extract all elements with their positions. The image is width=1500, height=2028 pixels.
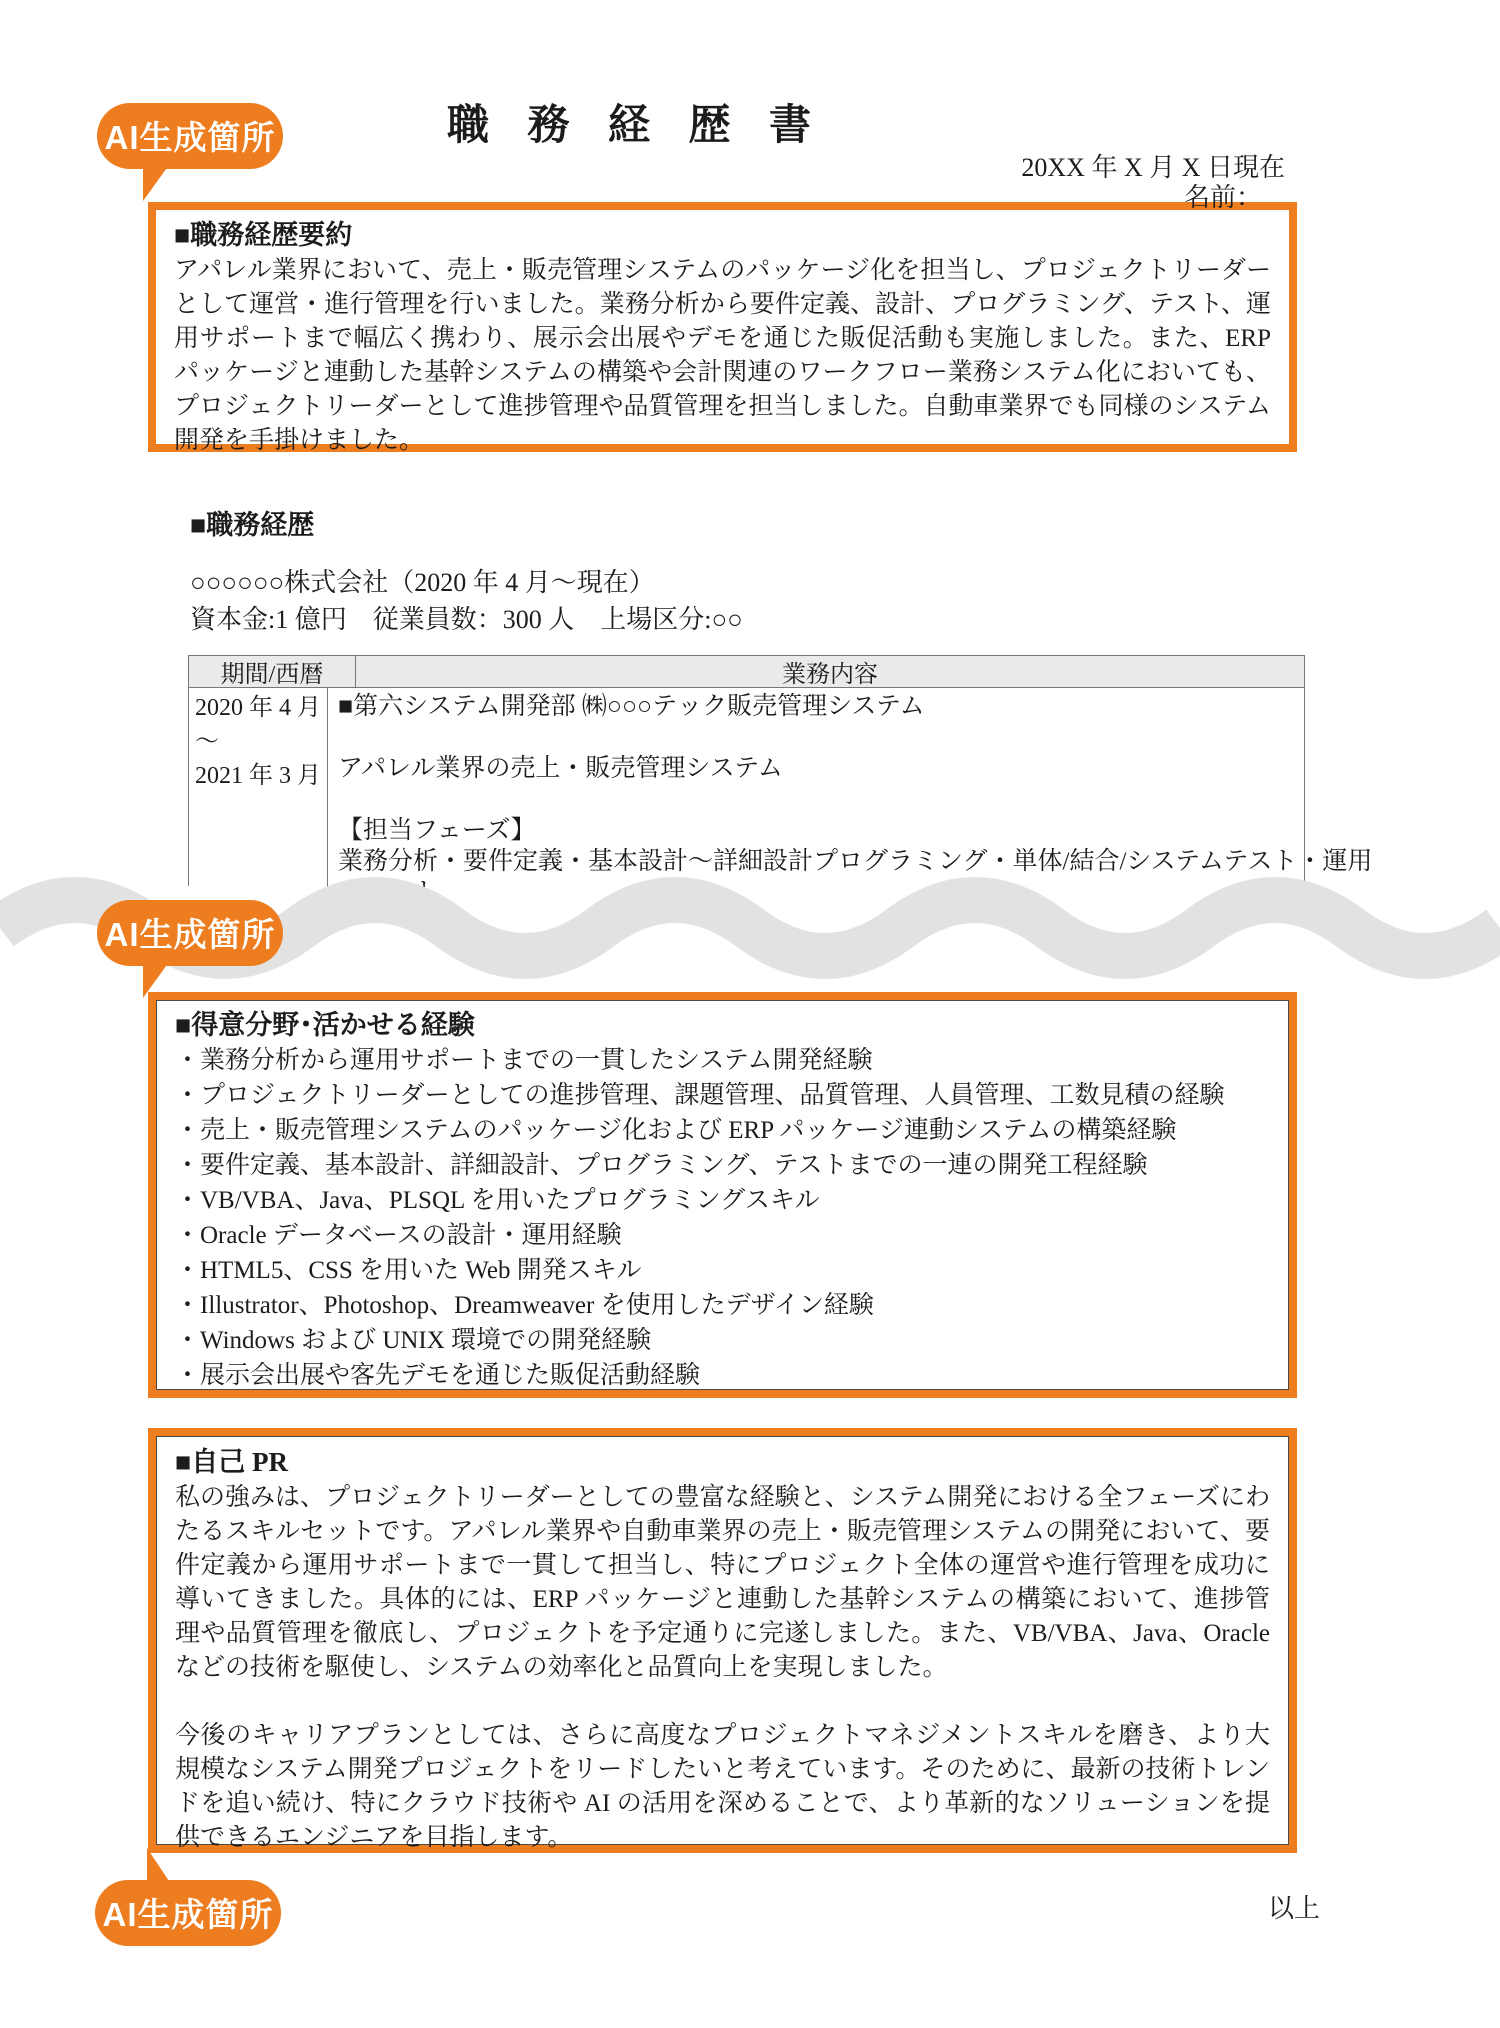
summary-heading: ■職務経歴要約 [174, 220, 353, 250]
summary-body: アパレル業界において、売上・販売管理システムのパッケージ化を担当し、プロジェクトリーダーとして運営・進行管理を行いました。業務分析から要件定義、設計、プログラミング、テスト、運用サポートまで幅広く携わり、展示会出展やデモを通じた販促活動も実施しました。また、ERP パッケージと連動した基幹システムの構築や会計関連のワークフロー業務システム化においても、プロジェクトリーダーとして進捗管理や品質管理を担当しました。自動車業界でも同様のシステム開発を手掛けました。 [174, 257, 1272, 454]
detail-line: サポート [338, 879, 439, 906]
period-cell [189, 688, 328, 887]
self-pr-heading: ■自己 PR [175, 1447, 289, 1477]
ai-badge-label: AI生成箇所 [104, 915, 276, 953]
doc-title: 職 務 経 歴 書 [446, 103, 825, 149]
career-table [188, 655, 1373, 906]
detail-line: アパレル業界の売上・販売管理システム [338, 755, 783, 782]
table-header-period: 期間/西暦 [189, 656, 356, 687]
strengths-item: ・展示会出展や客先デモを通じた販促活動経験 [175, 1362, 701, 1389]
paragraph-spacer [175, 1685, 1270, 1719]
self-pr-box-inner [156, 1436, 1289, 1851]
period-line: ～ [195, 729, 219, 755]
detail-cell [328, 688, 1378, 906]
strengths-heading: ■得意分野･活かせる経験 [175, 1010, 475, 1040]
strengths-item: ・売上・販売管理システムのパッケージ化および ERP パッケージ連動システムの構築経験 [175, 1117, 1177, 1144]
detail-line [338, 784, 1372, 815]
doc-date: 20XX 年 X 月 X 日現在 [1021, 153, 1285, 182]
badge-tail [143, 165, 169, 201]
strengths-box-inner [156, 1000, 1289, 1390]
summary-box [148, 202, 1297, 452]
ai-badge-label: AI生成箇所 [102, 1895, 274, 1933]
career-table-header [189, 656, 1304, 688]
detail-line: ■第六システム開発部 ㈱○○○テック販売管理システム [338, 693, 925, 720]
badge-tail [143, 962, 169, 998]
ai-generated-badge-bottom [95, 1880, 281, 1946]
company-line: ○○○○○○株式会社（2020 年 4 月～現在） [190, 568, 655, 597]
period-line: 2021 年 3 月 [195, 763, 321, 789]
closing-text: 以上 [1267, 1894, 1320, 1923]
table-header-detail: 業務内容 [782, 662, 878, 688]
self-pr-paragraph: 今後のキャリアプランとしては、さらに高度なプロジェクトマネジメントスキルを磨き、より大規模なシステム開発プロジェクトをリードしたいと考えています。そのために、最新の技術トレンドを追い続け、特にクラウド技術や AI の活用を深めることで、より革新的なソリューションを提供できるエンジニアを目指します。 [175, 1722, 1270, 1851]
strengths-item: ・業務分析から運用サポートまでの一貫したシステム開発経験 [175, 1047, 873, 1074]
strengths-item: ・HTML5、CSS を用いた Web 開発スキル [175, 1257, 642, 1284]
strengths-item: ・Oracle データベースの設計・運用経験 [175, 1222, 622, 1249]
career-table-body [189, 688, 1373, 906]
ai-generated-badge-middle [97, 900, 283, 966]
company-meta: 資本金:1 億円 従業員数：300 人 上場区分:○○ [190, 605, 743, 634]
name-label: 名前： [1183, 183, 1262, 212]
strengths-item: ・要件定義、基本設計、詳細設計、プログラミング、テストまでの一連の開発工程経験 [175, 1152, 1148, 1179]
detail-line: 業務分析・要件定義・基本設計～詳細設計プログラミング・単体/結合/システムテスト・運用 [338, 848, 1373, 875]
strengths-item: ・プロジェクトリーダーとしての進捗管理、課題管理、品質管理、人員管理、工数見積の経験 [175, 1082, 1225, 1109]
strengths-item: ・VB/VBA、Java、PLSQL を用いたプログラミングスキル [175, 1187, 820, 1214]
self-pr-box [148, 1428, 1297, 1853]
summary-box-inner [156, 210, 1289, 454]
career-heading: ■職務経歴 [190, 510, 315, 540]
detail-line [338, 722, 1372, 753]
strengths-item: ・Illustrator、Photoshop、Dreamweaver を使用したデザイン経験 [175, 1292, 874, 1319]
strengths-item: ・Windows および UNIX 環境での開発経験 [175, 1327, 652, 1354]
period-line: 2020 年 4 月 [195, 695, 321, 721]
ai-badge-label: AI生成箇所 [104, 118, 276, 156]
strengths-box [148, 992, 1297, 1398]
detail-line: 【担当フェーズ】 [338, 817, 536, 844]
badge-tail [147, 1848, 171, 1884]
self-pr-paragraph: 私の強みは、プロジェクトリーダーとしての豊富な経験と、システム開発における全フェーズにわたるスキルセットです。アパレル業界や自動車業界の売上・販売管理システムの開発において、要件定義から運用サポートまで一貫して担当し、特にプロジェクト全体の運営や進行管理を成功に導いてきました。具体的には、ERP パッケージと連動した基幹システムの構築において、進捗管理や品質管理を徹底し、プロジェクトを予定通りに完遂しました。また、VB/VBA、Java、Oracle などの技術を駆使し、システムの効率化と品質向上を実現しました。 [175, 1484, 1270, 1681]
ai-generated-badge-top [97, 103, 283, 169]
